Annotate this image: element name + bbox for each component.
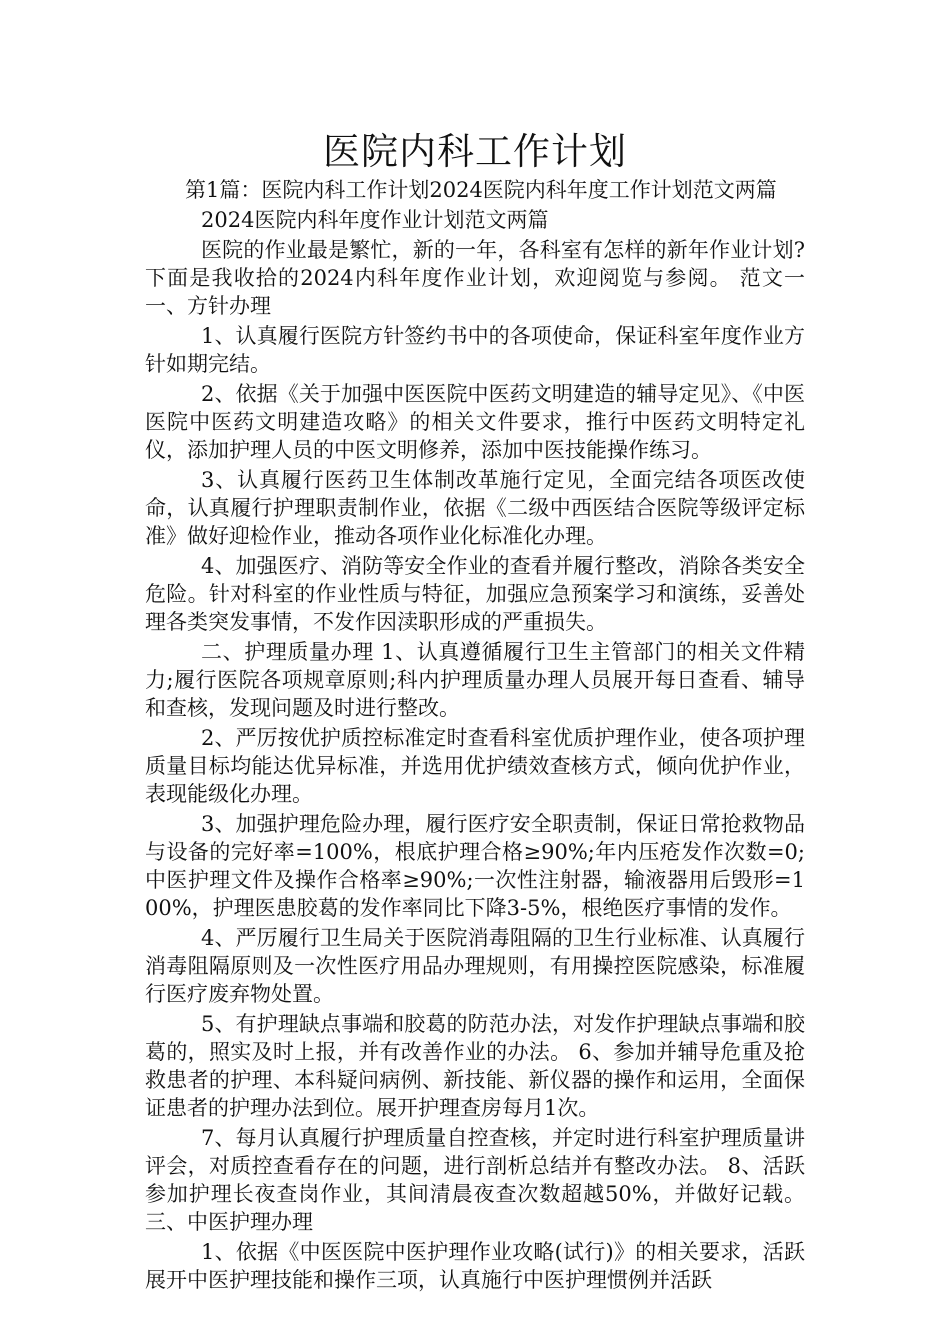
paragraph-item: 2、严厉按优护质控标准定时查看科室优质护理作业，使各项护理质量目标均能达优异标准，并选用优护绩效查核方式，倾向优护作业，表现能级化办理。 — [145, 726, 805, 806]
paragraph-intro: 医院的作业最是繁忙，新的一年，各科室有怎样的新年作业计划?下面是我收拾的2024内科年度作业计划，欢迎阅览与参阅。 范文一 一、方针办理 — [145, 238, 805, 318]
paragraph-item: 3、加强护理危险办理，履行医疗安全职责制，保证日常抢救物品与设备的完好率=100%，根底护理合格≥90%;年内压疮发作次数=0;中医护理文件及操作合格率≥90%;一次性注射器，输液器用后毁形=100%，护理医患胶葛的发作率同比下降3-5%，根绝医疗事情的发作。 — [145, 812, 805, 920]
document-title: 医院内科工作计划 — [323, 130, 627, 173]
paragraph-item: 4、严厉履行卫生局关于医院消毒阻隔的卫生行业标准、认真履行消毒阻隔原则及一次性医疗用品办理规则，有用操控医院感染，标准履行医疗废弃物处置。 — [145, 926, 805, 1006]
paragraph-item: 4、加强医疗、消防等安全作业的查看并履行整改，消除各类安全危险。针对科室的作业性质与特征，加强应急预案学习和演练，妥善处理各类突发事情，不发作因渎职形成的严重损失。 — [145, 554, 805, 634]
paragraph-item: 2、依据《关于加强中医医院中医药文明建造的辅导定见》、《中医医院中医药文明建造攻略》的相关文件要求，推行中医药文明特定礼仪，添加护理人员的中医文明修养，添加中医技能操作练习。 — [145, 382, 805, 462]
paragraph-item: 二、护理质量办理 1、认真遵循履行卫生主管部门的相关文件精力;履行医院各项规章原则;科内护理质量办理人员展开每日查看、辅导和查核，发现问题及时进行整改。 — [145, 640, 805, 720]
paragraph-item: 1、认真履行医院方针签约书中的各项使命，保证科室年度作业方针如期完结。 — [145, 324, 805, 376]
document-body — [145, 176, 805, 1296]
paragraph-subtitle: 2024医院内科年度作业计划范文两篇 — [201, 208, 549, 232]
paragraph-article-heading: 第1篇：医院内科工作计划2024医院内科年度工作计划范文两篇 — [185, 178, 777, 202]
paragraph-item: 3、认真履行医药卫生体制改革施行定见，全面完结各项医改使命，认真履行护理职责制作业，依据《二级中西医结合医院等级评定标准》做好迎检作业，推动各项作业化标准化办理。 — [145, 468, 805, 548]
paragraph-item: 5、有护理缺点事端和胶葛的防范办法，对发作护理缺点事端和胶葛的，照实及时上报，并有改善作业的办法。 6、参加并辅导危重及抢救患者的护理、本科疑问病例、新技能、新仪器的操作和运用，全面保证患者的护理办法到位。展开护理查房每月1次。 — [145, 1012, 805, 1120]
paragraph-item: 7、每月认真履行护理质量自控查核，并定时进行科室护理质量讲评会，对质控查看存在的问题，进行剖析总结并有整改办法。 8、活跃参加护理长夜查岗作业，其间清晨夜查次数超越50%，并做好记载。 三、中医护理办理 — [145, 1126, 805, 1234]
paragraph-item: 1、依据《中医医院中医护理作业攻略(试行)》的相关要求，活跃展开中医护理技能和操作三项，认真施行中医护理惯例并活跃 — [145, 1240, 805, 1292]
